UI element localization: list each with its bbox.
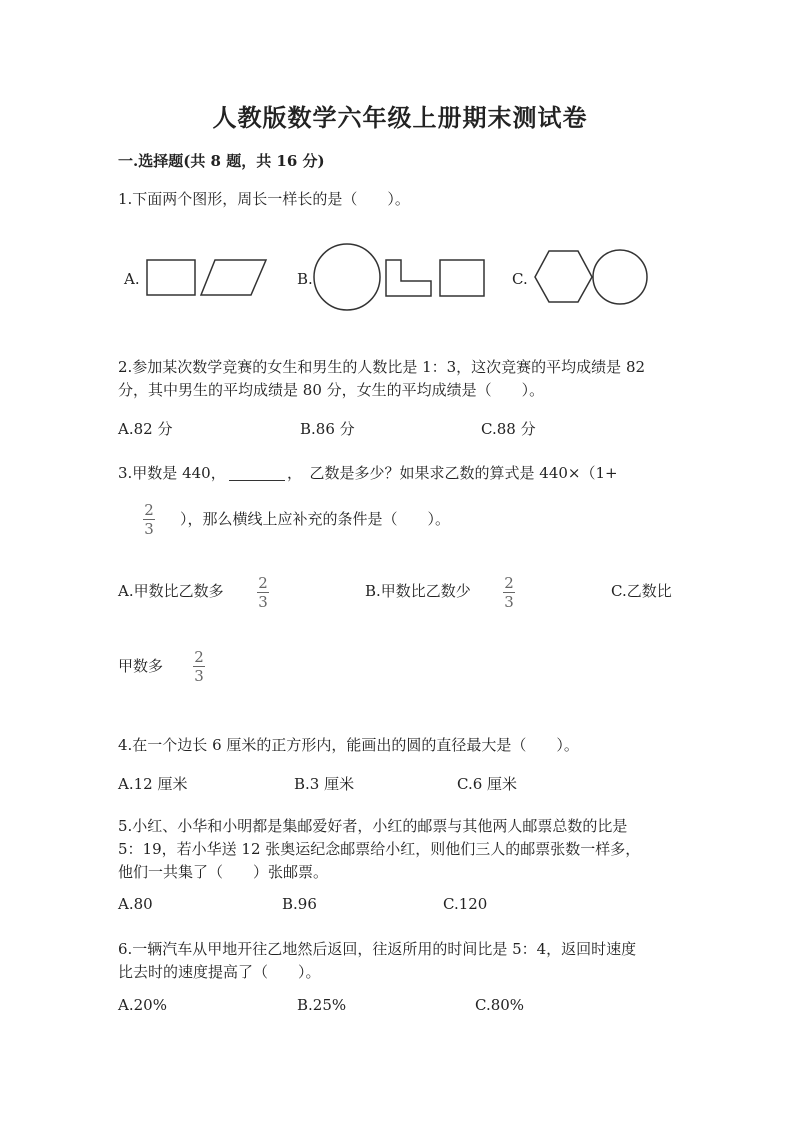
q2-option-a: A.82 分 bbox=[118, 420, 173, 438]
q4-option-c: C.6 厘米 bbox=[457, 775, 518, 793]
question-5-line-1: 5.小红、小华和小明都是集邮爱好者，小红的邮票与其他两人邮票总数的比是 bbox=[118, 817, 628, 835]
question-2-line-2: 分，其中男生的平均成绩是 80 分，女生的平均成绩是（ ）。 bbox=[118, 381, 545, 399]
q2-option-b: B.86 分 bbox=[300, 420, 355, 438]
question-1-text: 1.下面两个图形，周长一样长的是（ ）。 bbox=[118, 190, 410, 208]
fraction-numerator: 2 bbox=[194, 648, 204, 666]
question-3-line-1b: ， 乙数是多少？如果求乙数的算式是 440×（1+ bbox=[287, 464, 618, 482]
question-6-line-1: 6.一辆汽车从甲地开往乙地然后返回，往返所用的时间比是 5：4，返回时速度 bbox=[118, 940, 637, 958]
q2-option-c: C.88 分 bbox=[481, 420, 536, 438]
q3-option-c: C.乙数比 bbox=[611, 582, 672, 600]
section-heading: 一.选择题(共 8 题，共 16 分) bbox=[118, 152, 325, 170]
q3-option-c-fraction bbox=[193, 649, 205, 684]
figure-b-rectangle bbox=[440, 260, 484, 296]
q5-option-b: B.96 bbox=[282, 895, 317, 913]
q3-fraction bbox=[143, 502, 155, 537]
fraction-numerator: 2 bbox=[504, 574, 514, 592]
q5-option-c: C.120 bbox=[443, 895, 488, 913]
question-5-line-3: 他们一共集了（ ）张邮票。 bbox=[118, 863, 329, 881]
fraction-denominator: 3 bbox=[144, 520, 154, 538]
q6-option-b: B.25% bbox=[297, 996, 347, 1014]
question-3-line-1a: 3.甲数是 440， bbox=[118, 464, 226, 482]
figure-b-circle bbox=[314, 244, 380, 310]
fraction-denominator: 3 bbox=[194, 667, 204, 685]
figure-c-circle bbox=[593, 250, 647, 304]
fraction-denominator: 3 bbox=[258, 593, 268, 611]
q5-option-a: A.80 bbox=[118, 895, 153, 913]
question-4-text: 4.在一个边长 6 厘米的正方形内，能画出的圆的直径最大是（ ）。 bbox=[118, 736, 579, 754]
q4-option-a: A.12 厘米 bbox=[118, 775, 188, 793]
question-2-line-1: 2.参加某次数学竞赛的女生和男生的人数比是 1：3，这次竞赛的平均成绩是 82 bbox=[118, 358, 646, 376]
q3-option-b-fraction bbox=[503, 575, 515, 610]
figure-a-parallelogram bbox=[201, 260, 266, 295]
answer-blank-line bbox=[229, 480, 285, 481]
q3-option-b: B.甲数比乙数少 bbox=[365, 582, 471, 600]
q3-option-c-continued: 甲数多 bbox=[118, 657, 164, 675]
q1-label-c: C. bbox=[512, 270, 528, 288]
question-5-line-2: 5：19，若小华送 12 张奥运纪念邮票给小红，则他们三人的邮票张数一样多， bbox=[118, 840, 641, 858]
q1-label-a: A. bbox=[124, 270, 140, 288]
figure-a-square bbox=[147, 260, 195, 295]
question-6-line-2: 比去时的速度提高了（ ）。 bbox=[118, 963, 321, 981]
figure-b-l-shape bbox=[386, 260, 431, 296]
q1-figures bbox=[0, 0, 800, 340]
fraction-numerator: 2 bbox=[144, 501, 154, 519]
fraction-denominator: 3 bbox=[504, 593, 514, 611]
figure-c-hexagon bbox=[535, 251, 592, 302]
q6-option-c: C.80% bbox=[475, 996, 525, 1014]
q1-label-b: B. bbox=[297, 270, 313, 288]
fraction-numerator: 2 bbox=[258, 574, 268, 592]
q3-option-a-fraction bbox=[257, 575, 269, 610]
q6-option-a: A.20% bbox=[118, 996, 167, 1014]
page-title: 人教版数学六年级上册期末测试卷 bbox=[212, 103, 588, 132]
q4-option-b: B.3 厘米 bbox=[294, 775, 355, 793]
question-3-line-2: ），那么横线上应补充的条件是（ ）。 bbox=[180, 510, 451, 528]
q3-option-a: A.甲数比乙数多 bbox=[118, 582, 224, 600]
